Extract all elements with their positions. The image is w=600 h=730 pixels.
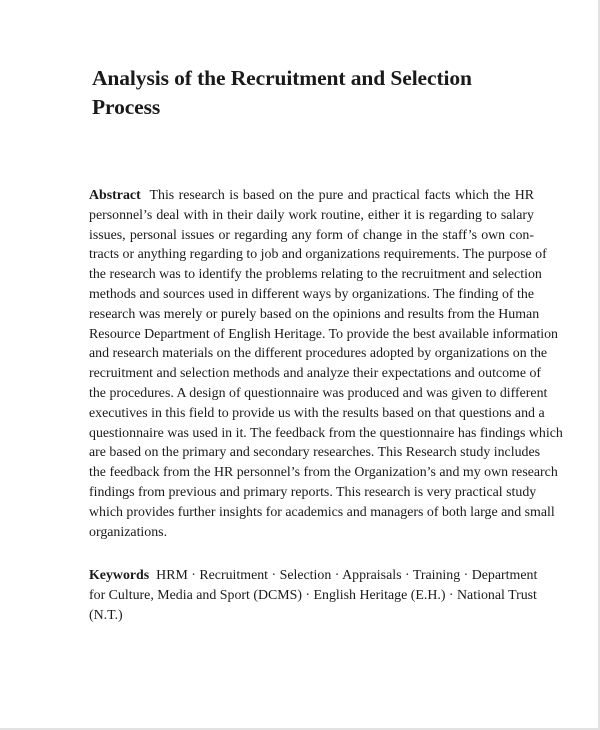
abstract-first-line [89,186,534,206]
abstract-line: organizations. [89,524,168,540]
abstract-line: recruitment and selection methods and analyze their expectations and outcome of [89,366,542,382]
abstract-line: the research was to identify the problems relating to the recruitment and selection [89,267,542,283]
keywords-line: (N.T.) [89,607,123,623]
title-line: Process [92,95,161,119]
abstract-line: and research materials on the different procedures adopted by organizations on the [89,346,548,362]
abstract-line: are based on the primary and secondary researches. This Research study includes [89,445,541,461]
abstract-line: Resource Department of English Heritage. To provide the best available information [89,326,558,342]
abstract-section [89,186,563,542]
abstract-line: methods and sources used in different ways by organizations. The finding of the [89,286,534,302]
paper-title [92,64,512,122]
abstract-line: which provides further insights for academics and managers of both large and small [89,504,555,520]
abstract-line: the procedures. A design of questionnaire was produced and was given to different [89,385,548,401]
abstract-line: findings from previous and primary reports. This research is very practical study [89,484,537,500]
keywords-first-line [89,566,538,586]
title-line: Analysis of the Recruitment and Selection [92,66,472,90]
abstract-line: the feedback from the HR personnel’s from the Organization’s and my own research [89,465,558,481]
abstract-line: research was merely or purely based on the opinions and results from the Human [89,306,540,322]
keywords-line: for Culture, Media and Sport (DCMS) · English Heritage (E.H.) · National Trust [89,587,537,603]
abstract-line: personnel’s deal with in their daily work routine, either it is regarding to salary [89,207,534,223]
keywords-section [89,566,538,625]
keywords-text: HRM · Recruitment · Selection · Appraisals · Training · Department [156,568,538,583]
abstract-text: This research is based on the pure and practical facts which the HR [149,188,534,203]
keywords-label: Keywords [89,568,150,583]
abstract-line: questionnaire was used in it. The feedback from the questionnaire has findings which [89,425,563,441]
abstract-label: Abstract [89,188,141,203]
abstract-line: tracts or anything regarding to job and organizations requirements. The purpose of [89,247,547,263]
abstract-line: executives in this field to provide us with the results based on that questions and a [89,405,545,421]
abstract-line: issues, personal issues or regarding any form of change in the staff’s own con- [89,227,534,243]
